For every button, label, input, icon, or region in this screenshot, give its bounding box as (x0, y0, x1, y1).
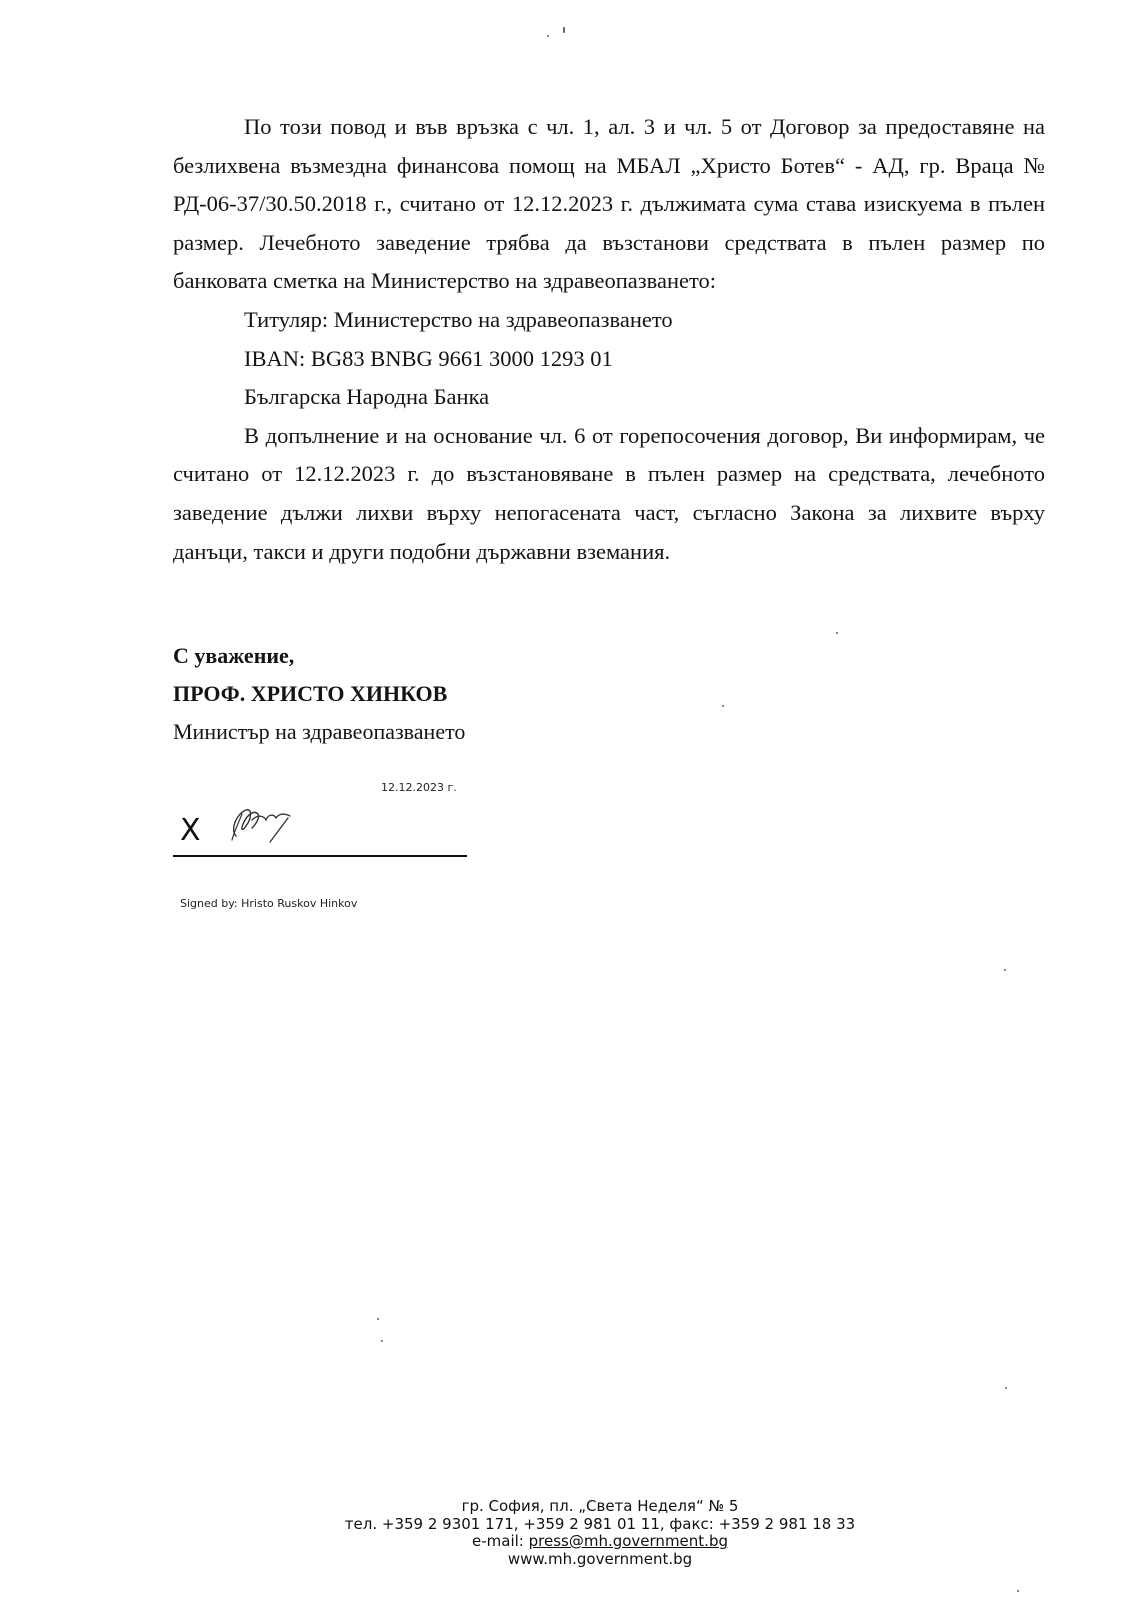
footer-email-link[interactable]: press@mh.government.bg (528, 1532, 728, 1550)
closing-block (173, 637, 465, 751)
salutation: С уважение, (173, 643, 295, 668)
signature-mark: X (180, 813, 201, 848)
signed-by: Signed by: Hristo Ruskov Hinkov (180, 897, 358, 910)
handwritten-signature (222, 800, 302, 848)
paragraph-interest: В допълнение и на основание чл. 6 от горепосочения договор, Ви информирам, че считано от 12.12.2023 г. до възстановяване в пълен размер на средствата, лечебното заведение дължи лихви върху непогасената част, съгласно Закона за лихвите върху данъци, такси и други подобни държавни вземания. (173, 422, 1045, 564)
footer-phones: тел. +359 2 9301 171, +359 2 981 01 11, факс: +359 2 981 18 33 (344, 1514, 856, 1533)
iban: IBAN: BG83 BNBG 9661 3000 1293 01 (244, 345, 613, 371)
footer-email-label: e-mail: (472, 1532, 529, 1550)
signatory-title: Министър на здравеопазването (173, 719, 466, 744)
bank-name: Българска Народна Банка (244, 384, 490, 410)
letter-body (173, 108, 1045, 571)
account-holder: Титуляр: Министерство на здравеопазването (244, 306, 673, 332)
paragraph-repayment: По този повод и във връзка с чл. 1, ал. 3 и чл. 5 от Договор за предоставяне на безлихвена възмездна финансова помощ на МБАЛ „Христо Ботев“ - АД, гр. Враца № РД-06-37/30.50.2018 г., считано от 12.12.2023 г. дължимата сума става изискуема в пълен размер. Лечебното заведение трябва да възстанови средствата в пълен размер по банковата сметка на Министерство на здравеопазването: (173, 114, 1045, 294)
footer-email-line (290, 1533, 910, 1551)
payment-details (173, 301, 1045, 417)
footer (290, 1498, 910, 1568)
footer-address: гр. София, пл. „Света Неделя“ № 5 (461, 1497, 739, 1515)
signature-line (173, 855, 467, 857)
signatory-name: ПРОФ. ХРИСТО ХИНКОВ (173, 681, 448, 706)
footer-website[interactable]: www.mh.government.bg (507, 1549, 693, 1568)
signature-date: 12.12.2023 г. (381, 781, 457, 794)
